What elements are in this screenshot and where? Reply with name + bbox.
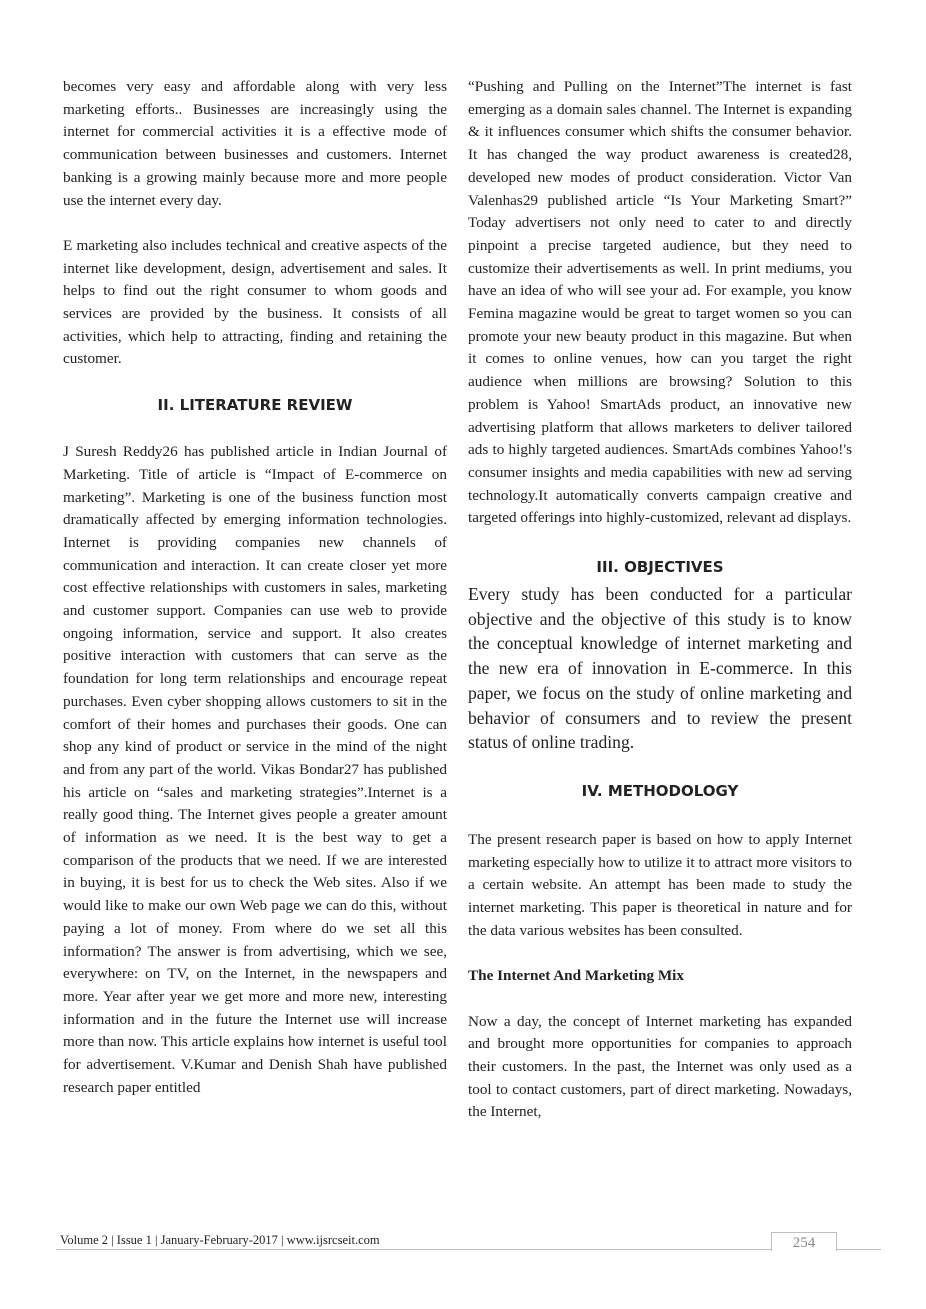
- page-number: 254: [771, 1232, 837, 1251]
- objectives-paragraph: Every study has been conducted for a particular objective and the objective of this study is to know the conceptual knowledge of internet marketing and the new era of innovation in E-commerce. In this paper, we focus on the study of online marketing and behavior of consumers and to review the present status of online trading.: [468, 584, 852, 753]
- marketing-mix-subheading: The Internet And Marketing Mix: [468, 967, 684, 985]
- marketing-mix-paragraph: Now a day, the concept of Internet marketing has expanded and brought more opportunities for companies to approach their customers. In the past, the Internet was only used as a tool to contact customers, part of direct marketing. Nowadays, the Internet,: [468, 1012, 852, 1121]
- left-paragraph-3: J Suresh Reddy26 has published article in Indian Journal of Marketing. Title of article is “Impact of E-commerce on marketing”. Marketing is one of the business function most dramatically affected by emerging information technologies. Internet is providing companies new channels of communication and interaction. It can create closer yet more cost effective relationships with customers in sales, marketing and customer support. Companies can use web to provide ongoing information, service and support. It also creates positive interaction with customers that can serve as the foundation for long term relationships and encourage repeat purchases. Even cyber shopping allows customers to sit in the comfort of their homes and purchases their goods. One can shop any kind of product or service in the mind of the night and from any part of the world. Vikas Bondar27 has published his article on “sales and marketing strategies”.Internet is a really good thing. The Internet gives people a greater amount of information as we need. It is the best way to get a comparison of the products that we need. If we are interested in buying, it is best for us to check the Web sites. Also if we would like to make our own Web page we can do this, without paying a lot of money. From where do we set all this information? The answer is from advertising, which we see, everywhere: on TV, on the Internet, in the newspapers and more. Year after year we get more and more new, interesting information and in the future the Internet use will increase more than now. This article explains how internet is useful tool for advertisement. V.Kumar and Denish Shah have published research paper entitled: [63, 443, 447, 1096]
- left-paragraph-2: E marketing also includes technical and creative aspects of the internet like development, design, advertisement and sales. It helps to find out the right consumer to whom goods and services are provided by the business. It consists of all activities, which help to attracting, finding and retaining the customer.: [63, 236, 447, 368]
- right-column: [468, 76, 852, 1124]
- footer-journal-info: Volume 2 | Issue 1 | January-February-2017 | www.ijsrcseit.com: [60, 1233, 380, 1247]
- methodology-heading: IV. METHODOLOGY: [581, 781, 739, 800]
- right-paragraph-1: “Pushing and Pulling on the Internet”The internet is fast emerging as a domain sales channel. The Internet is expanding & it influences consumer which shifts the consumer behavior. It has changed the way product awareness is created28, developed new modes of product consideration. Victor Van Valenhas29 published article “Is Your Marketing Smart?” Today advertisers not only need to cater to and directly pinpoint a precise targeted audience, but they need to customize their advertisements as well. In print mediums, you have an idea of who will see your ad. For example, you know Femina magazine would be great to target women so you can promote your new beauty product in this magazine. But when it comes to online venues, how can you target the right audience when millions are browsing? Solution to this problem is Yahoo! SmartAds product, an innovative new advertising platform that allows marketers to deliver tailored ads to highly targeted audiences. SmartAds combines Yahoo!'s consumer insights and media capabilities with new ad serving technology.It automatically converts campaign creative and targeted offerings into highly-customized, relevant ad displays.: [468, 78, 852, 527]
- objectives-heading: III. OBJECTIVES: [596, 558, 724, 577]
- left-paragraph-1: becomes very easy and affordable along with very less marketing efforts.. Businesses are increasingly using the internet for commercial activities it is a effective mode of communication between businesses and customers. Internet banking is a growing mainly because more and more people use the internet every day.: [63, 78, 447, 209]
- literature-review-heading: II. LITERATURE REVIEW: [157, 396, 353, 415]
- left-column: [63, 76, 447, 1100]
- footer-divider: [56, 1249, 881, 1250]
- methodology-paragraph: The present research paper is based on how to apply Internet marketing especially how to utilize it to attract more visitors to a certain website. An attempt has been made to study the internet marketing. This paper is theoretical in nature and for the data various websites has been consulted.: [468, 830, 852, 939]
